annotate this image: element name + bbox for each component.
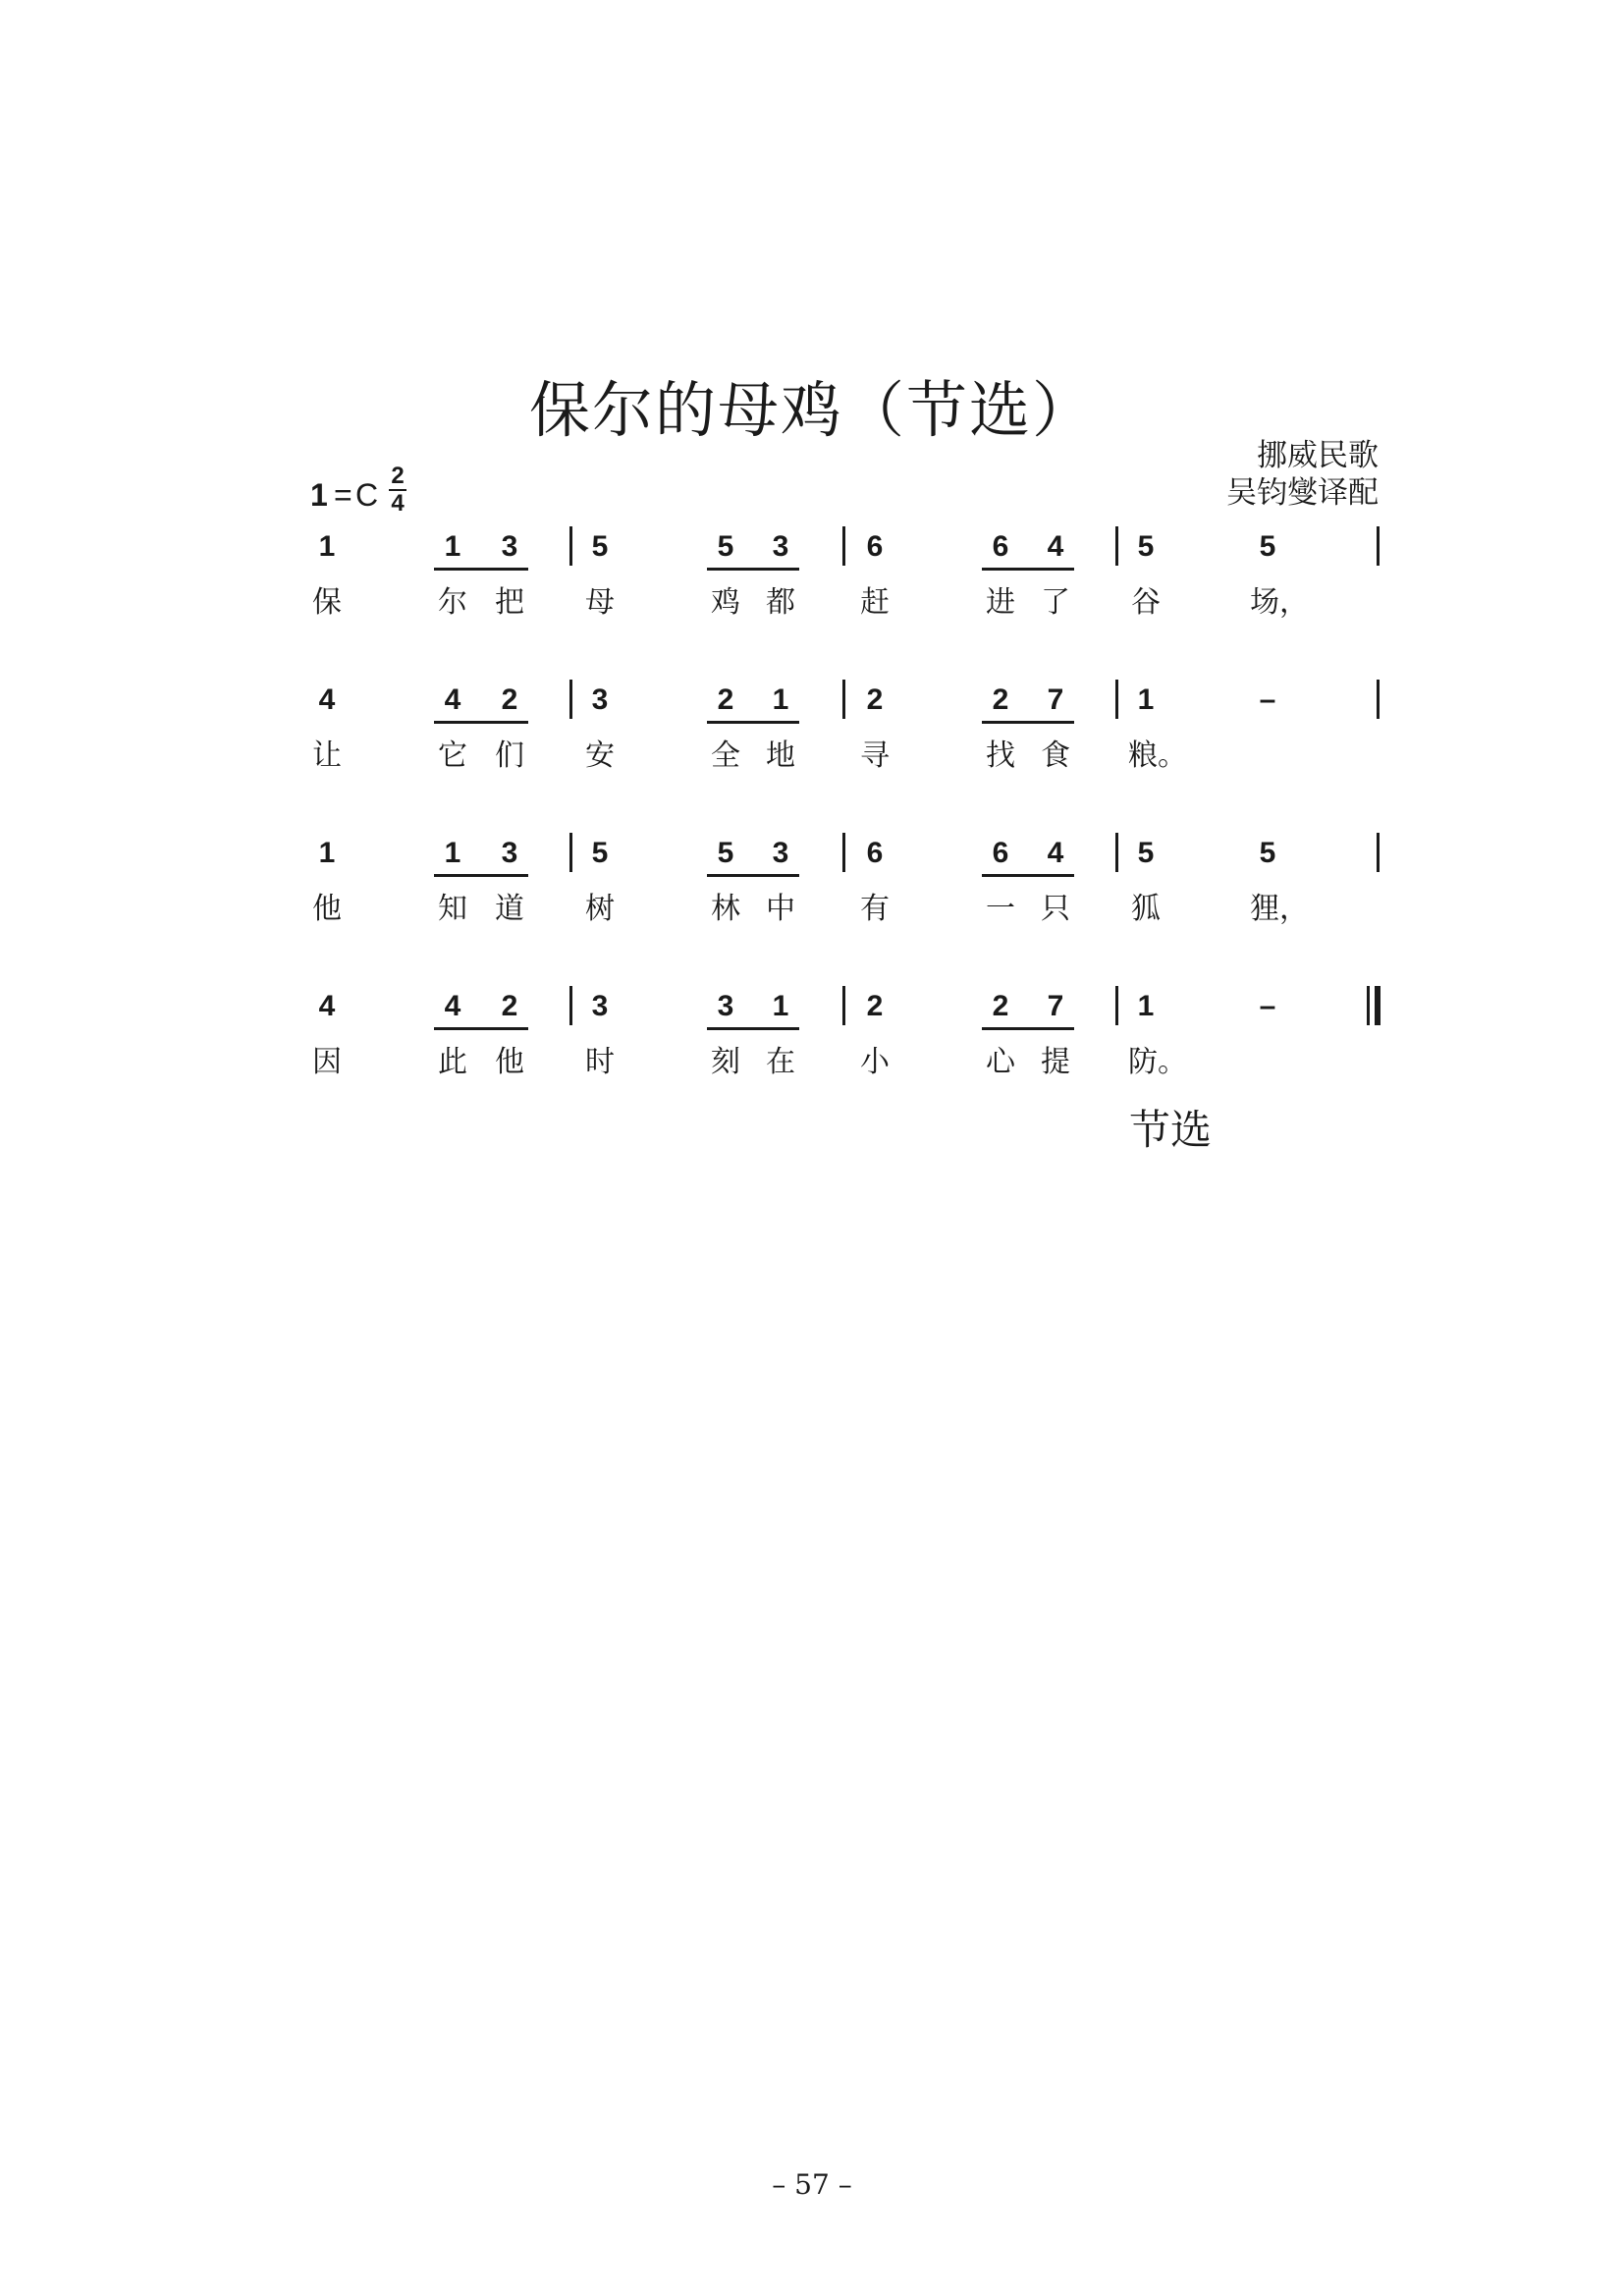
note: 2 <box>501 683 518 716</box>
score-row <box>0 683 1624 841</box>
barline <box>842 833 845 872</box>
note: 1 <box>1137 683 1155 716</box>
note: – <box>1259 990 1276 1022</box>
lyric-syllable: 林 <box>711 892 740 926</box>
note: 5 <box>1259 837 1276 869</box>
note: 3 <box>772 530 789 563</box>
barline <box>569 833 572 872</box>
lyric-syllable: 刻 <box>711 1045 740 1079</box>
final-barline-thin <box>1367 986 1370 1025</box>
barline <box>1115 986 1118 1025</box>
lyric-syllable: 保 <box>312 585 342 620</box>
eighth-beam <box>982 568 1074 571</box>
eighth-beam <box>434 874 528 877</box>
note: 2 <box>717 683 734 716</box>
lyric-syllable: 时 <box>585 1045 615 1079</box>
note: 3 <box>591 990 609 1022</box>
time-signature <box>387 464 408 517</box>
lyric-syllable: 场， <box>1250 585 1309 620</box>
barline <box>1377 680 1380 719</box>
lyric-syllable: 知 <box>438 892 467 926</box>
lyric-syllable: 提 <box>1041 1045 1070 1079</box>
note: 4 <box>444 990 461 1022</box>
note: 7 <box>1047 683 1064 716</box>
note: 4 <box>444 683 461 716</box>
lyric-syllable: 鸡 <box>711 585 740 620</box>
lyric-syllable: 心 <box>986 1045 1015 1079</box>
key-equals: = <box>334 477 352 513</box>
time-denominator: 4 <box>391 490 405 517</box>
note: 1 <box>772 990 789 1022</box>
barline <box>1377 526 1380 566</box>
barline <box>842 986 845 1025</box>
lyric-syllable: 安 <box>585 738 615 773</box>
eighth-beam <box>707 721 799 724</box>
eighth-beam <box>434 568 528 571</box>
lyric-syllable: 它 <box>438 738 467 773</box>
lyric-syllable: 他 <box>312 892 342 926</box>
barline <box>569 986 572 1025</box>
eighth-beam <box>707 874 799 877</box>
eighth-beam <box>434 721 528 724</box>
time-numerator: 2 <box>391 463 405 489</box>
barline <box>842 680 845 719</box>
lyric-syllable: 狸， <box>1250 892 1309 926</box>
eighth-beam <box>982 1027 1074 1030</box>
lyric-syllable: 因 <box>312 1045 342 1079</box>
barline <box>1115 833 1118 872</box>
note: 6 <box>992 837 1009 869</box>
lyric-syllable: 地 <box>766 738 795 773</box>
score-row <box>0 837 1624 994</box>
lyric-syllable: 小 <box>860 1045 890 1079</box>
lyric-syllable: 此 <box>438 1045 467 1079</box>
lyric-syllable: 了 <box>1041 585 1070 620</box>
lyric-syllable: 找 <box>986 738 1015 773</box>
barline <box>569 526 572 566</box>
barline <box>1377 833 1380 872</box>
lyric-syllable: 有 <box>860 892 890 926</box>
final-barline-thick <box>1375 986 1380 1025</box>
lyric-syllable: 粮。 <box>1128 738 1187 773</box>
eighth-beam <box>982 874 1074 877</box>
lyric-syllable: 寻 <box>860 738 890 773</box>
barline <box>569 680 572 719</box>
arranger-credit: 吴钧燮译配 <box>1226 475 1379 511</box>
score-row <box>0 990 1624 1147</box>
lyric-syllable: 树 <box>585 892 615 926</box>
note: 2 <box>992 990 1009 1022</box>
lyric-syllable: 一 <box>986 892 1015 926</box>
lyric-syllable: 让 <box>312 738 342 773</box>
lyric-syllable: 进 <box>986 585 1015 620</box>
lyric-syllable: 尔 <box>438 585 467 620</box>
lyric-syllable: 狐 <box>1131 892 1161 926</box>
excerpt-tag: 节选 <box>1129 1106 1213 1154</box>
barline <box>842 526 845 566</box>
note: 1 <box>772 683 789 716</box>
lyric-syllable: 母 <box>585 585 615 620</box>
key-name: C <box>355 477 379 513</box>
lyric-syllable: 他 <box>495 1045 524 1079</box>
note: 3 <box>501 837 518 869</box>
key-tonic: 1 <box>310 477 328 513</box>
note: 2 <box>992 683 1009 716</box>
page-number: – 57 – <box>772 2168 852 2201</box>
note: 5 <box>717 837 734 869</box>
note: 5 <box>1259 530 1276 563</box>
note: 4 <box>318 990 336 1022</box>
lyric-syllable: 防。 <box>1128 1045 1187 1079</box>
note: 1 <box>444 530 461 563</box>
note: 3 <box>717 990 734 1022</box>
note: 6 <box>866 837 884 869</box>
lyric-syllable: 赶 <box>860 585 890 620</box>
note: 3 <box>501 530 518 563</box>
note: 1 <box>318 530 336 563</box>
note: 4 <box>1047 530 1064 563</box>
score-row <box>0 530 1624 687</box>
note: 2 <box>866 990 884 1022</box>
note: – <box>1259 683 1276 716</box>
barline <box>1115 526 1118 566</box>
lyric-syllable: 们 <box>495 738 524 773</box>
note: 1 <box>444 837 461 869</box>
eighth-beam <box>982 721 1074 724</box>
note: 1 <box>1137 990 1155 1022</box>
note: 6 <box>992 530 1009 563</box>
lyric-syllable: 全 <box>711 738 740 773</box>
note: 5 <box>591 530 609 563</box>
lyric-syllable: 都 <box>766 585 795 620</box>
lyric-syllable: 谷 <box>1131 585 1161 620</box>
eighth-beam <box>434 1027 528 1030</box>
barline <box>1115 680 1118 719</box>
note: 5 <box>717 530 734 563</box>
note: 4 <box>1047 837 1064 869</box>
note: 4 <box>318 683 336 716</box>
note: 3 <box>772 837 789 869</box>
note: 5 <box>591 837 609 869</box>
eighth-beam <box>707 1027 799 1030</box>
note: 5 <box>1137 837 1155 869</box>
note: 5 <box>1137 530 1155 563</box>
note: 6 <box>866 530 884 563</box>
note: 7 <box>1047 990 1064 1022</box>
lyric-syllable: 只 <box>1041 892 1070 926</box>
note: 2 <box>501 990 518 1022</box>
lyric-syllable: 食 <box>1041 738 1070 773</box>
note: 3 <box>591 683 609 716</box>
lyric-syllable: 把 <box>495 585 524 620</box>
song-title: 保尔的母鸡（节选） <box>528 374 1095 446</box>
note: 2 <box>866 683 884 716</box>
eighth-beam <box>707 568 799 571</box>
note: 1 <box>318 837 336 869</box>
lyric-syllable: 道 <box>495 892 524 926</box>
lyric-syllable: 在 <box>766 1045 795 1079</box>
lyric-syllable: 中 <box>766 892 795 926</box>
origin-credit: 挪威民歌 <box>1257 438 1379 473</box>
